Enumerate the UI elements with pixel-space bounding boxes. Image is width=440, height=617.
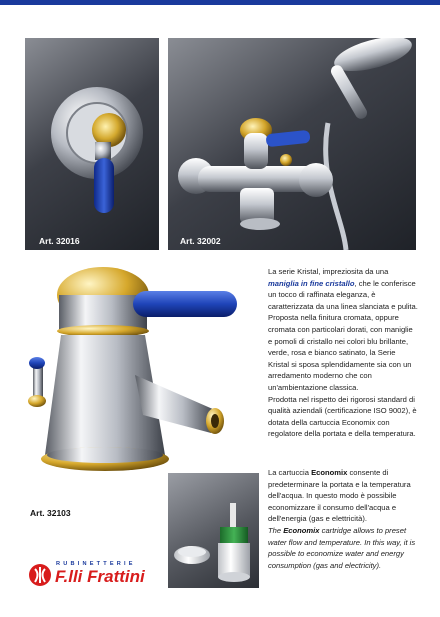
cartridge-image xyxy=(168,473,259,588)
brand-subtitle: RUBINETTERIE xyxy=(56,561,136,567)
cartridge-paragraph xyxy=(268,467,418,525)
bath-mixer-image xyxy=(168,38,416,250)
brand-name: F.lli Frattini xyxy=(55,567,145,586)
article-label: Art. 32002 xyxy=(180,236,221,246)
intro-pre: La serie Kristal, impreziosita da una xyxy=(268,267,389,276)
top-accent-bar xyxy=(0,0,440,5)
cartridge-post: consente di predeterminare la portata e la temperatura dell'acqua. In questo modo è possibile economizzare il consumo dell'acqua e dell'energia (gas e elettricità). xyxy=(268,468,411,524)
cartridge-pre: La cartuccia xyxy=(268,468,309,477)
en-post: cartridge allows to preset water flow and temperature. In this way, it is possible to economize water and energy consumption (gas and electricity). xyxy=(268,525,416,570)
frattini-logo-icon xyxy=(28,562,52,588)
product-photo-32002 xyxy=(168,38,416,250)
quality-paragraph: Prodotta nel rispetto dei rigorosi standard di qualità aziendali (certificazione ISO 9002), è dotata della cartuccia Economix con regolatore della portata e della temperatura. xyxy=(268,394,417,439)
cartridge-text xyxy=(268,467,418,571)
en-pre: The xyxy=(268,525,282,535)
intro-post: , che le conferisce un tocco di raffinata eleganza, è caratterizzata da una linea slanciata e pulita. Proposta nella finitura cromata, oppure cromata con particolari dorati, con maniglie e pomoli di cristallo nei colori blu brillante, verde, rosa e bianco satinato, la Serie Kristal si sposa splendidamente sia con un arredamento moderno che con un'ambientazione classica. xyxy=(268,278,418,392)
crystal-handle-highlight: maniglia in fine cristallo xyxy=(268,278,355,288)
product-photo-32016 xyxy=(25,38,159,250)
description-text xyxy=(268,266,418,440)
article-label: Art. 32103 xyxy=(30,508,71,518)
bidet-mixer-image xyxy=(15,265,245,500)
article-label: Art. 32016 xyxy=(39,236,80,246)
economix-name: Economix xyxy=(311,468,348,477)
intro-paragraph xyxy=(268,266,418,394)
cartridge-photo xyxy=(168,473,259,588)
wall-mixer-image xyxy=(25,38,159,250)
product-photo-32103 xyxy=(15,265,245,505)
economix-name-en: Economix xyxy=(283,525,320,535)
english-paragraph xyxy=(268,525,418,571)
